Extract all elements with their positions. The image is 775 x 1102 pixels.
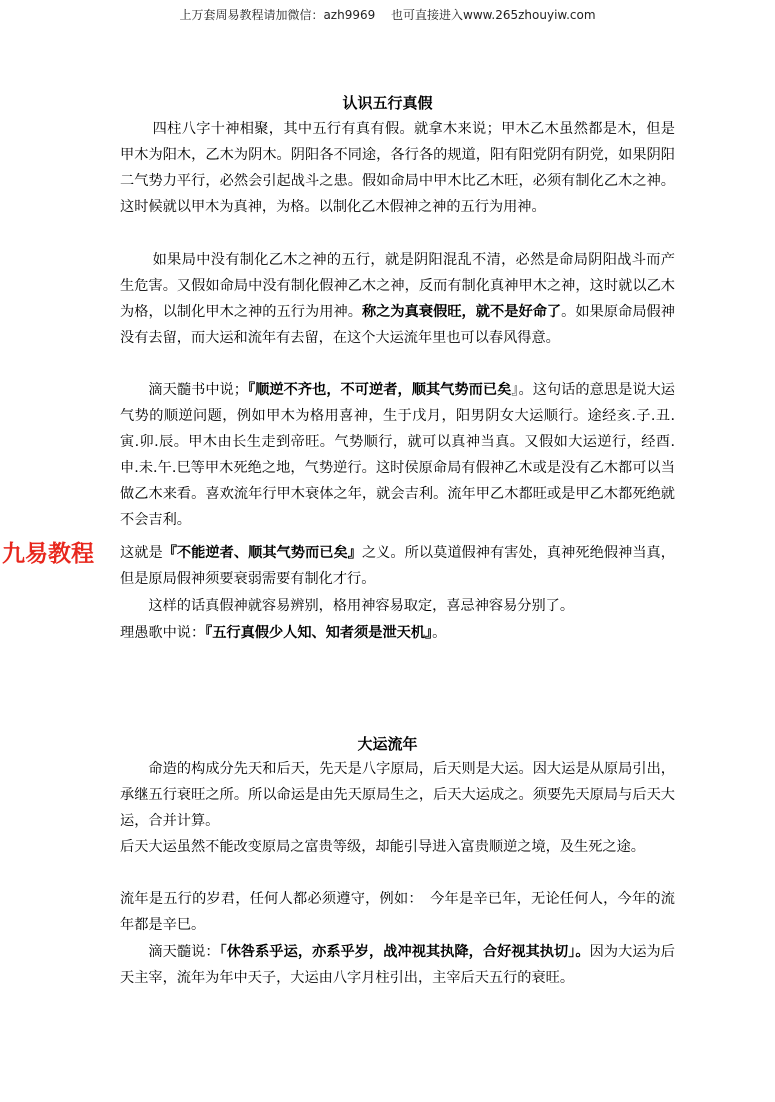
paragraph [120,540,675,592]
text-span: 。 [432,625,447,641]
text-span: 之义。所以莫道假神有害处，真神死绝假神当真，但是原局假神须要衰弱需要有制化才行。 [120,545,675,587]
paragraph [120,939,675,991]
text-span: 滴天髓说： [148,944,220,960]
text-span: 滴天髓书中说； [148,382,248,398]
paragraph: 四柱八字十神相聚，其中五行有真有假。就拿木来说；甲木乙木虽然都是木，但是甲木为阳木，乙木为阴木。阴阳各不同途，各行各的规道，阳有阳党阴有阴党，如果阴阳二气势力平行，必然会引起战斗之患。假如命局中甲木比乙木旺，必须有制化乙木之神。这时候就以甲木为真神，为格。以制化乙木假神之神的五行为用神。 [120,121,675,215]
text-span: 。如果原命局假神没有去留，而大运和流年有去留，在这个大运流年里也可以春风得意。 [120,304,675,346]
text-span: 因为大运为后天主宰，流年为年中天子，大运由八字月柱引出，主宰后天五行的衰旺。 [120,944,675,986]
paragraph: 这样的话真假神就容易辨别，格用神容易取定，喜忌神容易分别了。 [148,598,575,614]
bold-text: 『顺逆不齐也，不可逆者，顺其气势而已矣 [247,382,512,398]
paragraph: 后天大运虽然不能改变原局之富贵等级，却能引导进入富贵顺逆之境，及生死之途。 [120,839,645,855]
section-title-wuxing: 认识五行真假 [342,94,433,112]
section-title-dayun: 大运流年 [357,735,418,753]
bold-text: 『不能逆者、顺其气势而已矣』 [162,545,362,561]
paragraph [120,620,675,646]
paragraph: 命造的构成分先天和后天，先天是八字原局，后天则是大运。因大运是从原局引出，承继五行衰旺之所。所以命运是由先天原局生之，后天大运成之。须要先天原局与后天大运，合并计算。 [120,761,675,829]
bold-text: 「休咎系乎运，亦系乎岁，战冲视其执降，合好视其执切」。 [219,944,590,960]
paragraph [120,377,675,533]
text-span: 理愚歌中说： [120,625,206,641]
page-header: 上万套周易教程请加微信：azh9969 也可直接进入www.265zhouyiw.com [179,8,596,22]
text-span: 如果局中没有制化乙木之神的五行，就是阴阳混乱不清，必然是命局阴阳战斗而产生危害。又假如命局中没有制化假神乙木之神，反而有制化真神甲木之神，这时就以乙木为格，以制化甲木之神的五行为用神。 [120,252,675,320]
text-span: 这就是 [120,545,163,561]
watermark-logo: 九易教程 [2,541,94,567]
bold-text: 『五行真假少人知、知者须是泄天机』 [205,625,433,641]
text-span: 』。这句话的意思是说大运气势的顺逆问题，例如甲木为格用喜神，生于戊月，阳男阴女大运顺行。途经亥.子.丑.寅.卯.辰。甲木由长生走到帝旺。气势顺行，就可以真神当真。又假如大运逆行，经酉.申.未.午.巳等甲木死绝之地，气势逆行。这时侯原命局有假神乙木或是没有乙木都可以当做乙木来看。喜欢流年行甲木衰体之年，就会吉利。流年甲乙木都旺或是甲乙木都死绝就不会吉利。 [120,382,675,528]
bold-text: 称之为真衰假旺，就不是好命了 [361,304,562,320]
paragraph: 流年是五行的岁君，任何人都必须遵守，例如： 今年是辛已年，无论任何人，今年的流年都是辛巳。 [120,891,675,933]
paragraph [120,247,675,351]
